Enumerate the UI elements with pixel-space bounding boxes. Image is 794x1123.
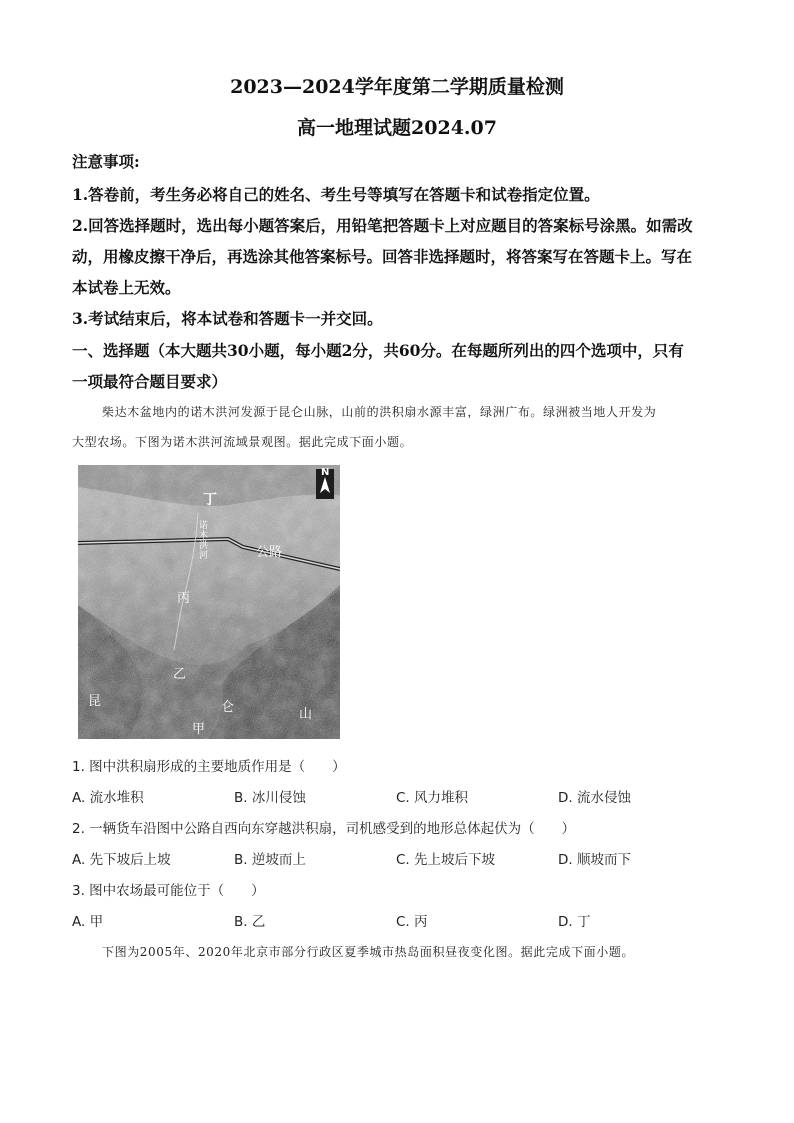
question-3-option-a: A. 甲 [72,914,104,930]
section-heading-line1: 一、选择题（本大题共30小题，每小题2分，共60分。在每题所列出的四个选项中，只有 [72,341,684,360]
question-1-option-b: B. 冰川侵蚀 [234,790,306,806]
label-ding: 丁 [203,492,217,508]
notice-item-3: 3.考试结束后，将本试卷和答题卡一并交回。 [72,309,383,328]
label-yi: 乙 [173,667,187,682]
question-1-option-c: C. 风力堆积 [396,790,469,806]
label-river: 诺木洪河 [199,521,209,561]
question-2-stem: 2. 一辆货车沿图中公路自西向东穿越洪积扇，司机感受到的地形总体起伏为（ ） [72,821,576,837]
notice-item-2-line2: 动，用橡皮擦干净后，再选涂其他答案标号。回答非选择题时，将答案写在答题卡上。写在 [72,247,693,266]
label-kun: 昆 [88,694,102,709]
question-2-option-b: B. 逆坡而上 [234,852,306,868]
question-3-option-b: B. 乙 [234,914,266,930]
notice-item-2-line3: 本试卷上无效。 [72,278,181,297]
exam-title: 2023—2024学年度第二学期质量检测 [230,76,564,98]
notice-item-1: 1.答卷前，考生务必将自己的姓名、考生号等填写在答题卡和试卷指定位置。 [72,185,600,204]
passage1-line2: 大型农场。下图为诺木洪河流域景观图。据此完成下面小题。 [72,435,413,449]
passage2-line1: 下图为2005年、2020年北京市部分行政区夏季城市热岛面积昼夜变化图。据此完成下面小题。 [102,945,635,959]
question-2-option-d: D. 顺坡而下 [558,852,631,868]
passage1-line1: 柴达木盆地内的诺木洪河发源于昆仑山脉，山前的洪积扇水源丰富，绿洲广布。绿洲被当地人开发为 [102,405,657,419]
label-shan: 山 [299,707,313,722]
label-lun: 仑 [221,700,235,715]
notice-heading: 注意事项: [72,152,140,171]
question-1-stem: 1. 图中洪积扇形成的主要地质作用是（ ） [72,759,346,775]
north-label: N [321,467,330,478]
question-1-option-d: D. 流水侵蚀 [558,790,631,806]
exam-subtitle: 高一地理试题2024.07 [297,117,497,139]
question-3-option-d: D. 丁 [558,914,591,930]
question-2-option-a: A. 先下坡后上坡 [72,852,171,868]
river-basin-satellite-map [78,465,340,739]
section-heading-line2: 一项最符合题目要求） [72,372,228,391]
label-jia: 甲 [192,722,206,737]
question-3-option-c: C. 丙 [396,914,428,930]
question-1-option-a: A. 流水堆积 [72,790,144,806]
question-2-option-c: C. 先上坡后下坡 [396,852,496,868]
notice-item-2-line1: 2.回答选择题时，选出每小题答案后，用铅笔把答题卡上对应题目的答案标号涂黑。如需改 [72,216,693,235]
question-3-stem: 3. 图中农场最可能位于（ ） [72,883,265,899]
label-bing: 丙 [177,591,191,606]
label-road: 公路 [256,545,283,560]
